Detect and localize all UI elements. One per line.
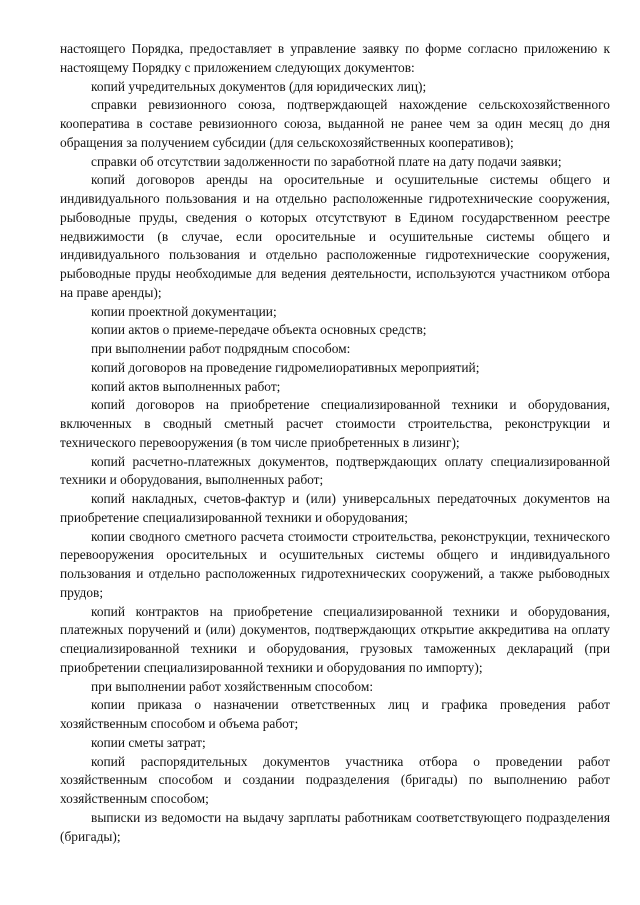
paragraph-in-house-method-heading: при выполнении работ хозяйственным способом:	[91, 678, 374, 694]
paragraph-expense-estimate: копии сметы затрат;	[91, 734, 206, 750]
paragraph-cost-estimate: копии сводного сметного расчета стоимости строительства, реконструкции, технического перевооружения оросительных и осушительных системы общего и индивидуального пользования и отдельно расположенных гидротехнических сооружений, а также рыбоводных прудов;	[60, 528, 610, 600]
paragraph-payroll-extract: выписки из ведомости на выдачу зарплаты работникам соответствующего подразделения (бригады);	[60, 809, 610, 844]
paragraph-lease-agreements: копий договоров аренды на оросительные и осушительные системы общего и индивидуального пользования и на отдельно расположенные гидротехнические сооружения, рыбоводные пруды, сведения о которых отсутствуют в Едином государственном реестре недвижимости (в случае, если оросительные и осушительные системы общего и индивидуального пользования и отдельно расположенные гидротехнические сооружения, рыбоводные пруды необходимые для ведения деятельности, используются участником отбора на праве аренды);	[60, 172, 610, 300]
paragraph-import-contracts: копий контрактов на приобретение специализированной техники и оборудования, платежных поручений и (или) документов, подтверждающих открытие аккредитива на оплату специализированной техники и оборудования, грузовых таможенных деклараций (при приобретении специализированной техники и оборудования по импорту);	[60, 603, 610, 675]
paragraph-audit-union-certificate: справки ревизионного союза, подтверждающей нахождение сельскохозяйственного кооператива в составе ревизионного союза, выданной не ранее чем за один месяц до дня обращения за получением субсидии (для сельскохозяйственных кооперативов);	[60, 97, 610, 150]
paragraph-contract-method-heading: при выполнении работ подрядным способом:	[91, 341, 351, 356]
paragraph-land-reclamation-contracts: копий договоров на проведение гидромелиоративных мероприятий;	[91, 359, 480, 375]
paragraph-project-docs: копии проектной документации;	[91, 303, 277, 319]
paragraph-no-wage-debt-certificate: справки об отсутствии задолженности по заработной плате на дату подачи заявки;	[91, 153, 562, 169]
paragraph-invoices: копий накладных, счетов-фактур и (или) универсальных передаточных документов на приобретение специализированной техники и оборудования;	[60, 491, 610, 525]
paragraph-equipment-purchase-contracts: копий договоров на приобретение специализированной техники и оборудования, включенных в сводный сметный расчет стоимости строительства, реконструкции и технического перевооружения (в том числе приобретенных в лизинг);	[60, 397, 610, 450]
paragraph-payment-documents: копий расчетно-платежных документов, подтверждающих оплату специализированной техники и оборудования, выполненных работ;	[60, 453, 610, 488]
paragraph-responsibility-order: копии приказа о назначении ответственных лиц и графика проведения работ хозяйственным способом и объема работ;	[60, 697, 610, 731]
paragraph-founding-docs: копий учредительных документов (для юридических лиц);	[91, 78, 427, 94]
document-page	[60, 40, 610, 846]
paragraph-intro: настоящего Порядка, предоставляет в управление заявку по форме согласно приложению к настоящему Порядку с приложением следующих документов:	[60, 41, 610, 75]
paragraph-acceptance-acts: копии актов о приеме-передаче объекта основных средств;	[91, 322, 427, 338]
paragraph-work-completion-acts: копий актов выполненных работ;	[91, 378, 281, 394]
paragraph-administrative-documents: копий распорядительных документов участника отбора о проведении работ хозяйственным способом и создании подразделения (бригады) по выполнению работ хозяйственным способом;	[60, 753, 610, 806]
